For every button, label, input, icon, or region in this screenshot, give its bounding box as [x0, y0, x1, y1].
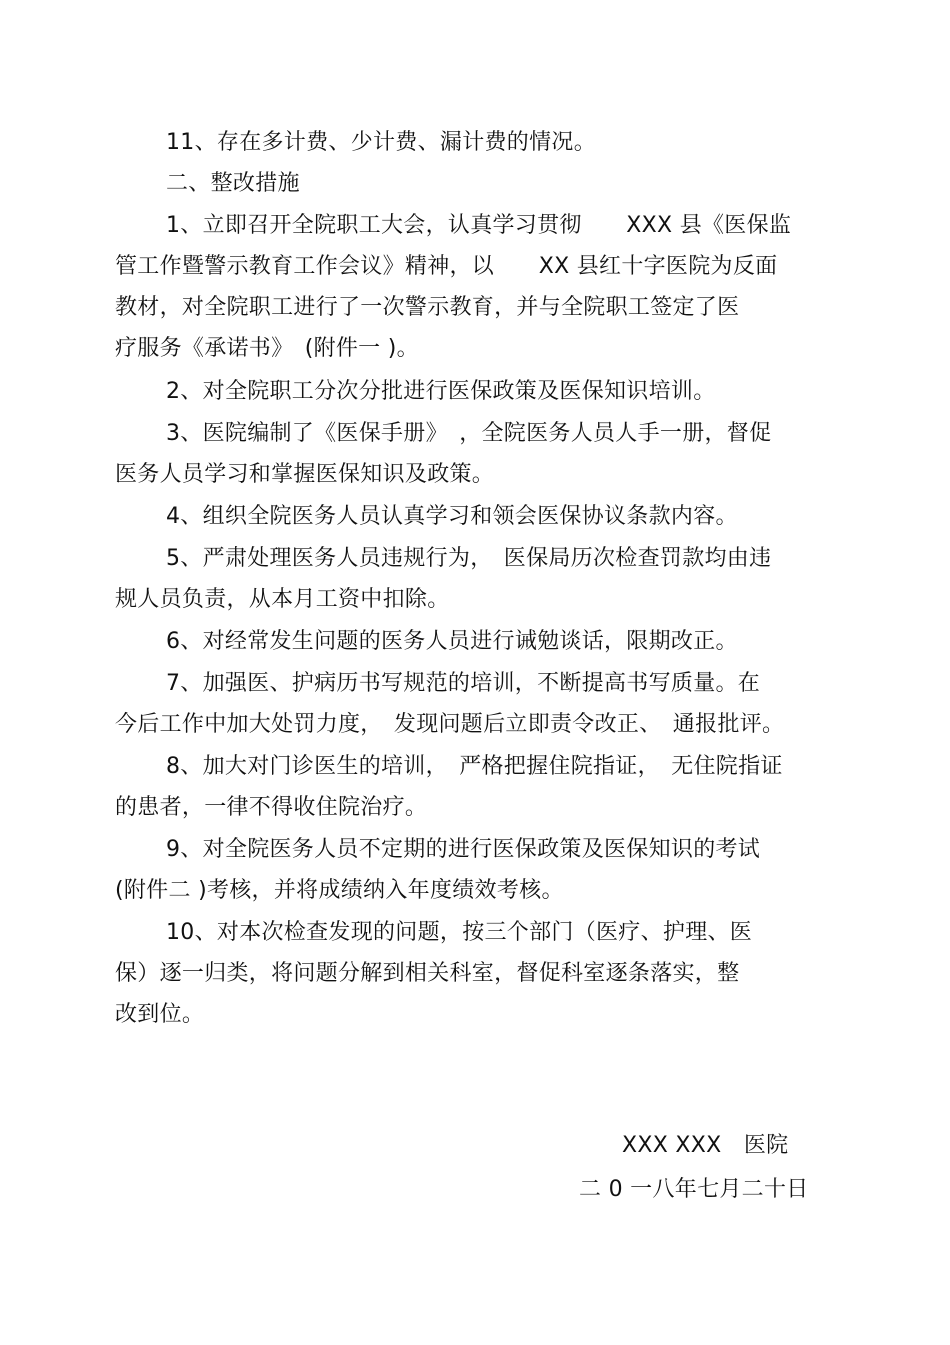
measure-1-line-4: 疗服务《承诺书》 (附件一 )。	[115, 336, 419, 361]
measure-3-line-2: 医务人员学习和掌握医保知识及政策。	[115, 462, 495, 487]
measure-2-line-1: 2、对全院职工分次分批进行医保政策及医保知识培训。	[166, 379, 716, 404]
measure-10-line-3: 改到位。	[115, 1002, 205, 1027]
measure-7-line-2: 今后工作中加大处罚力度， 发现问题后立即责令改正、 通报批评。	[115, 712, 785, 737]
measure-1-line-2: 管工作暨警示教育工作会议》精神，以 XX 县红十字医院为反面	[115, 254, 778, 279]
item-11-line: 11、存在多计费、少计费、漏计费的情况。	[166, 130, 596, 155]
measure-5-line-2: 规人员负责，从本月工资中扣除。	[115, 587, 450, 612]
measure-1-line-1: 1、立即召开全院职工大会，认真学习贯彻 XXX 县《医保监	[166, 213, 792, 238]
measure-9-line-2: (附件二 )考核，并将成绩纳入年度绩效考核。	[115, 878, 564, 903]
measure-3-line-1: 3、医院编制了《医保手册》 ，全院医务人员人手一册，督促	[166, 421, 772, 446]
measure-9-line-1: 9、对全院医务人员不定期的进行医保政策及医保知识的考试	[166, 837, 761, 862]
measure-1-line-3: 教材，对全院职工进行了一次警示教育，并与全院职工签定了医	[115, 295, 740, 320]
measure-8-line-2: 的患者，一律不得收住院治疗。	[115, 795, 428, 820]
measure-10-line-1: 10、对本次检查发现的问题，按三个部门（医疗、护理、医	[166, 920, 753, 945]
measure-10-line-2: 保）逐一归类，将问题分解到相关科室，督促科室逐条落实，整	[115, 961, 740, 986]
section-heading-rectification-measures: 二、整改措施	[166, 171, 300, 196]
measure-4-line-1: 4、组织全院医务人员认真学习和领会医保协议条款内容。	[166, 504, 738, 529]
signature-organization: XXX XXX 医院	[622, 1133, 789, 1158]
measure-6-line-1: 6、对经常发生问题的医务人员进行诫勉谈话，限期改正。	[166, 629, 738, 654]
signature-date: 二 0 一八年七月二十日	[579, 1177, 809, 1202]
measure-8-line-1: 8、加大对门诊医生的培训， 严格把握住院指证， 无住院指证	[166, 754, 783, 779]
measure-7-line-1: 7、加强医、护病历书写规范的培训，不断提高书写质量。在	[166, 671, 761, 696]
measure-5-line-1: 5、严肃处理医务人员违规行为， 医保局历次检查罚款均由违	[166, 546, 772, 571]
